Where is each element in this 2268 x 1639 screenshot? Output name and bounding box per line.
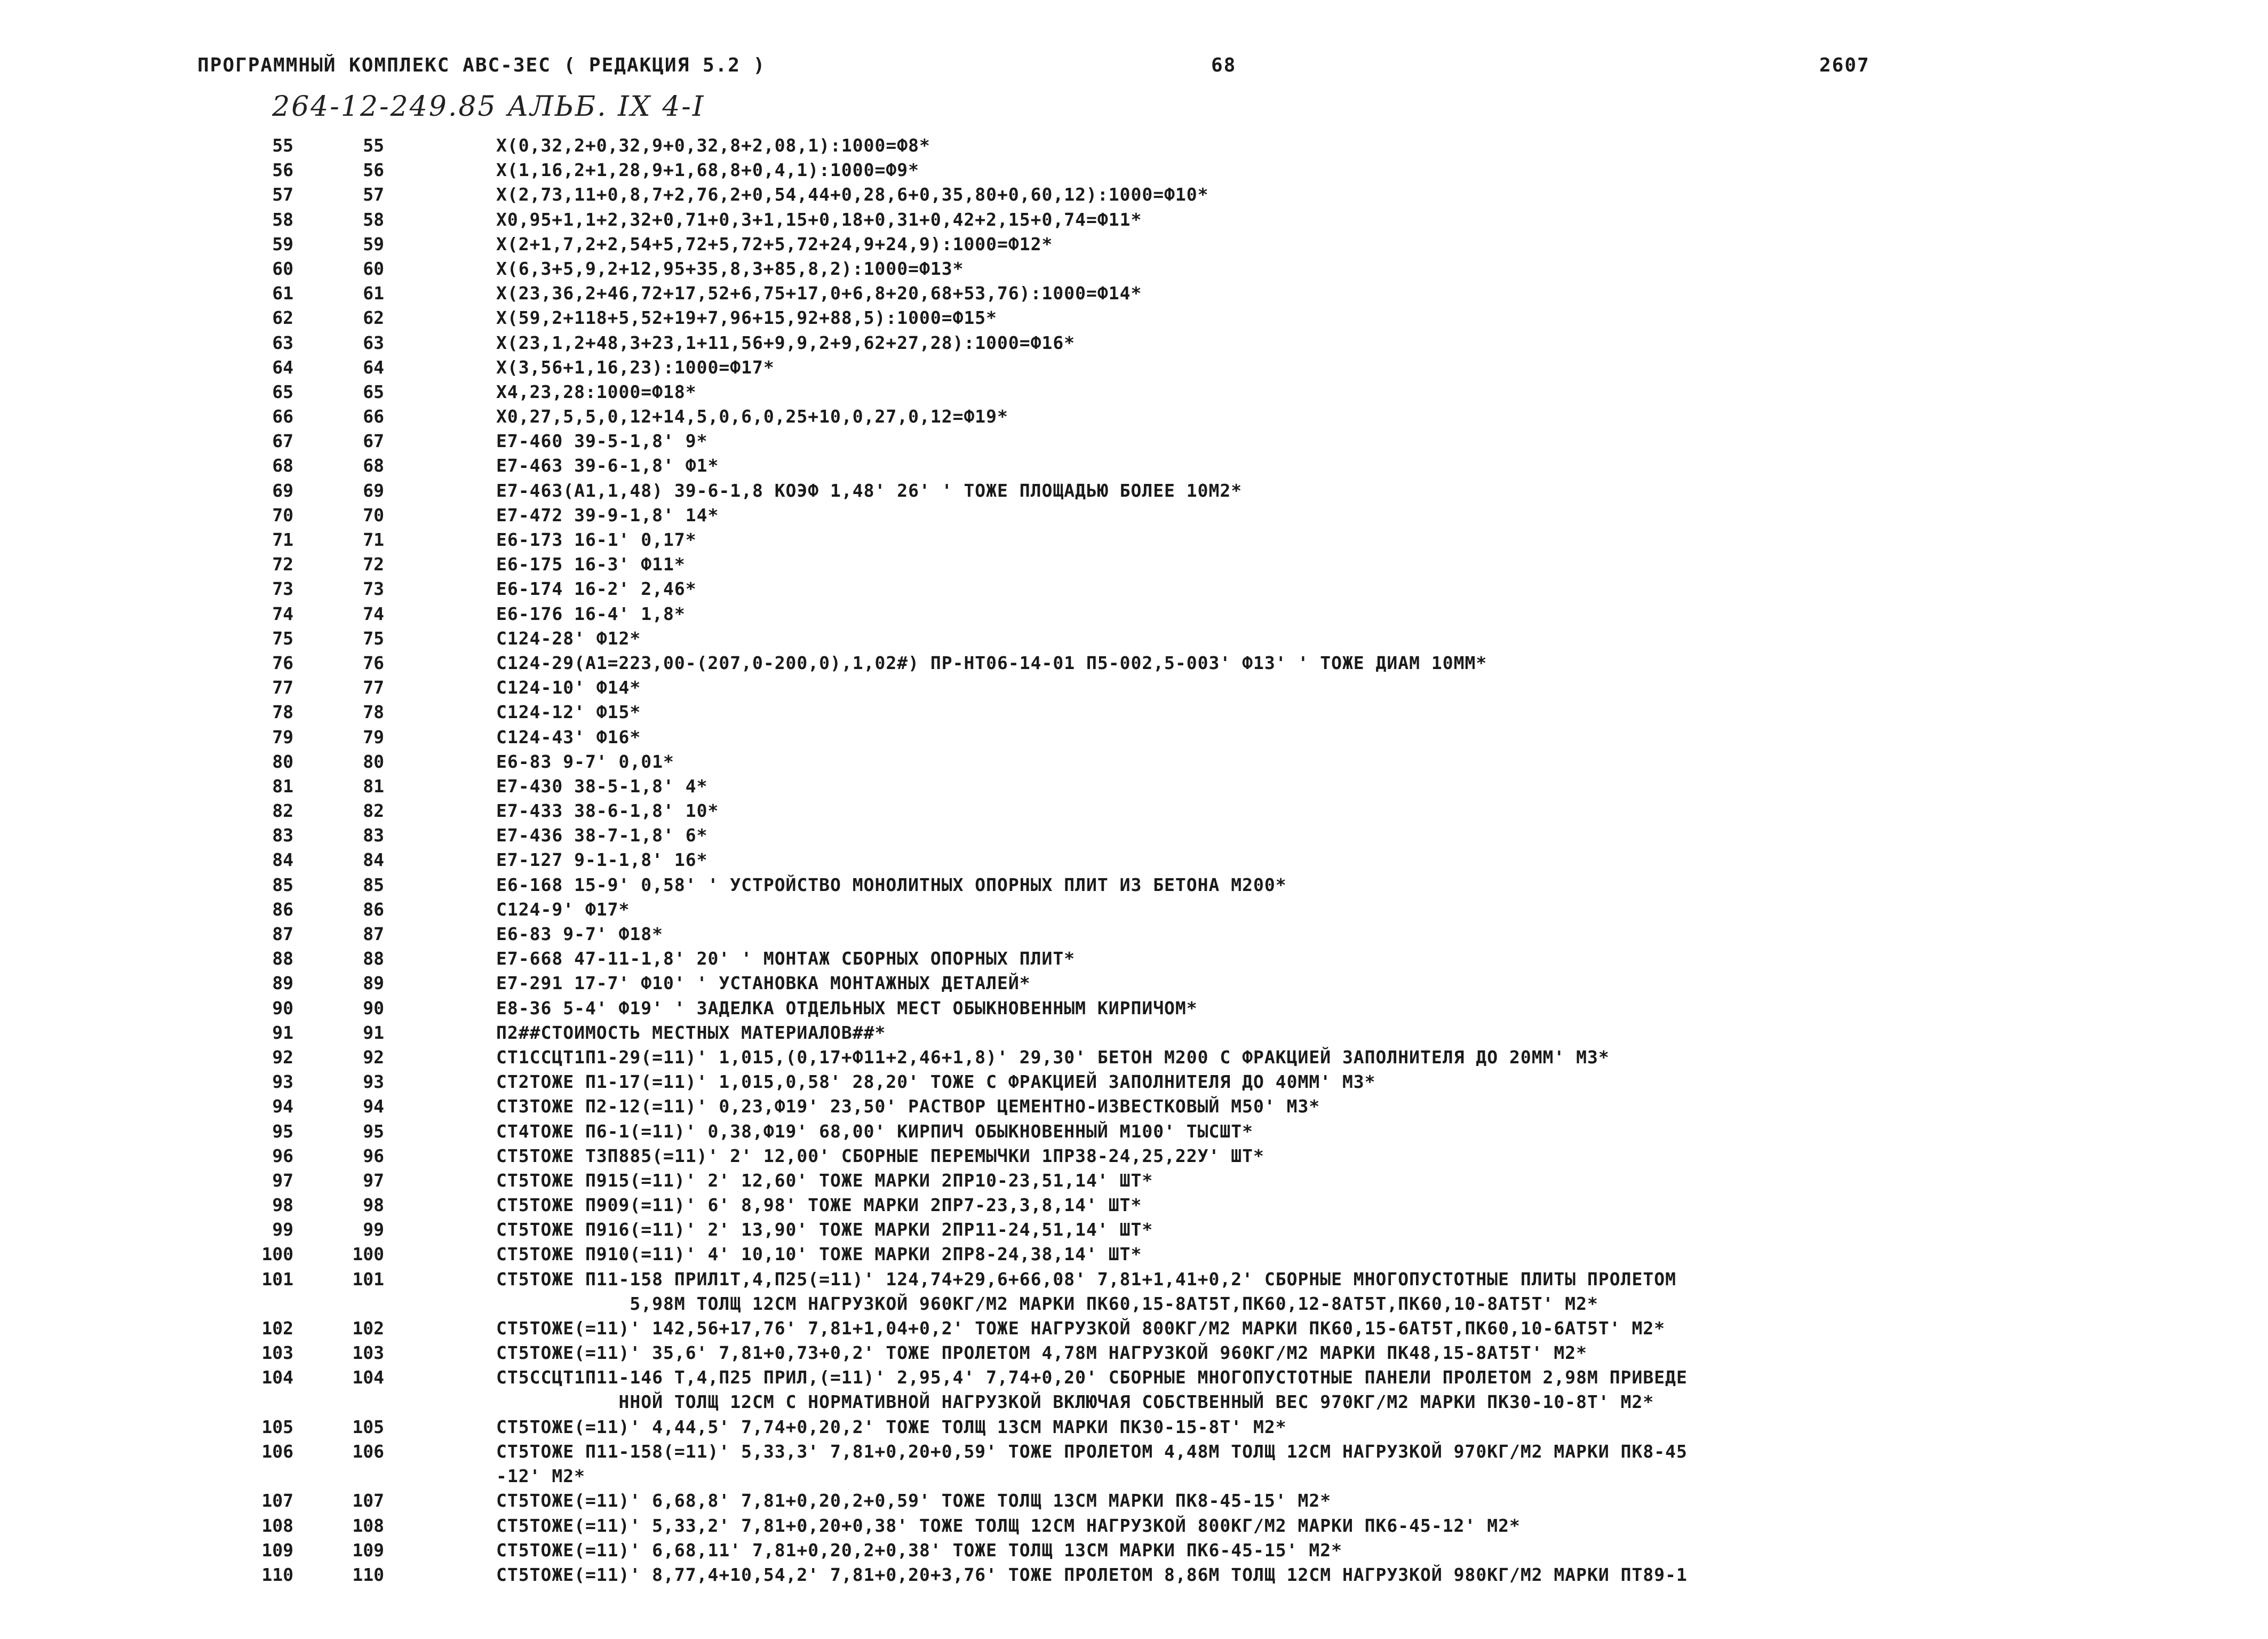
line-number: 63 <box>272 332 293 353</box>
statement-number: 76 <box>363 652 384 673</box>
program-title: ПРОГРАММНЫЙ КОМПЛЕКС АВС-ЗЕС ( РЕДАКЦИЯ 5.2 ) <box>197 54 766 76</box>
listing-row <box>0 1168 2268 1193</box>
statement-number: 83 <box>363 825 384 846</box>
statement-text <box>496 1070 1376 1094</box>
statement-text <box>496 503 719 528</box>
statement-line: E6-174 16-2' 2,46* <box>496 578 697 600</box>
listing-row <box>0 1021 2268 1045</box>
statement-line: X(6,3+5,9,2+12,95+35,8,3+85,8,2):1000=Ф13* <box>496 258 964 279</box>
statement-text <box>496 1563 1688 1587</box>
statement-text <box>496 675 641 700</box>
statement-number: 108 <box>352 1515 384 1536</box>
listing-row <box>0 503 2268 528</box>
statement-number: 100 <box>352 1244 384 1265</box>
listing-row <box>0 750 2268 774</box>
line-number: 56 <box>272 160 293 181</box>
statement-number: 58 <box>363 209 384 230</box>
statement-text <box>496 479 1242 503</box>
statement-line: C124-43' Ф16* <box>496 726 641 747</box>
statement-text <box>496 1168 1153 1193</box>
statement-number: 97 <box>363 1169 384 1191</box>
statement-line: CT5ТОЖЕ П11-158(=11)' 5,33,3' 7,81+0,20+0,59' ТОЖЕ ПРОЛЕТОМ 4,48М ТОЛЩ 12СМ НАГРУЗКОЙ 970КГ/М2 МАРКИ ПК8-45 <box>496 1441 1688 1462</box>
statement-number: 96 <box>363 1145 384 1166</box>
statement-line: E6-173 16-1' 0,17* <box>496 529 697 550</box>
statement-text <box>496 1439 1688 1489</box>
listing-row <box>0 1267 2268 1316</box>
listing-row <box>0 873 2268 897</box>
statement-number: 87 <box>363 924 384 944</box>
listing-row <box>0 996 2268 1021</box>
line-number: 89 <box>272 973 293 994</box>
statement-text <box>496 799 719 823</box>
line-number: 99 <box>272 1219 293 1240</box>
statement-text <box>496 182 1209 207</box>
document-number: 2607 <box>1819 54 1870 76</box>
listing-row <box>0 232 2268 257</box>
statement-text <box>496 1365 1688 1414</box>
handwritten-annotation: 264-12-249.85 АЛЬБ. IX 4-I <box>272 91 705 123</box>
statement-number: 88 <box>363 948 384 969</box>
listing-row <box>0 897 2268 922</box>
statement-line: X0,95+1,1+2,32+0,71+0,3+1,15+0,18+0,31+0,42+2,15+0,74=Ф11* <box>496 209 1142 230</box>
statement-text <box>496 1094 1320 1119</box>
statement-text <box>496 133 930 158</box>
line-number: 72 <box>272 554 293 575</box>
statement-text <box>496 1316 1665 1341</box>
statement-text <box>496 848 708 872</box>
statement-text <box>496 577 697 601</box>
listing-row <box>0 404 2268 429</box>
statement-line: CT4ТОЖЕ П6-1(=11)' 0,38,Ф19' 68,00' КИРПИЧ ОБЫКНОВЕННЫЙ М100' ТЫСШТ* <box>496 1120 1254 1142</box>
statement-line: X(3,56+1,16,23):1000=Ф17* <box>496 356 775 378</box>
statement-text <box>496 404 1008 429</box>
line-number: 87 <box>272 924 293 944</box>
statement-text <box>496 750 674 774</box>
line-number: 65 <box>272 381 293 402</box>
statement-number: 86 <box>363 898 384 920</box>
line-number: 76 <box>272 652 293 673</box>
line-number: 58 <box>272 209 293 230</box>
line-number: 109 <box>261 1539 293 1561</box>
listing-row <box>0 1563 2268 1587</box>
statement-number: 79 <box>363 726 384 747</box>
statement-line: CT5ТОЖЕ(=11)' 6,68,11' 7,81+0,20,2+0,38' ТОЖЕ ТОЛЩ 13СМ МАРКИ ПК6-45-15' М2* <box>496 1539 1342 1561</box>
statement-text <box>496 331 1075 355</box>
statement-line: CT5ТОЖЕ П916(=11)' 2' 13,90' ТОЖЕ МАРКИ 2ПР11-24,51,14' ШТ* <box>496 1219 1153 1240</box>
listing-row <box>0 1144 2268 1168</box>
line-number: 67 <box>272 431 293 452</box>
statement-line: CT5ТОЖЕ П909(=11)' 6' 8,98' ТОЖЕ МАРКИ 2ПР7-23,3,8,14' ШТ* <box>496 1195 1142 1216</box>
listing-row <box>0 208 2268 232</box>
listing-row <box>0 1193 2268 1218</box>
statement-text <box>496 1144 1264 1168</box>
statement-text <box>496 626 641 651</box>
listing-row <box>0 946 2268 971</box>
line-number: 91 <box>272 1022 293 1043</box>
statement-number: 61 <box>363 283 384 304</box>
statement-number: 64 <box>363 356 384 378</box>
statement-number: 81 <box>363 775 384 797</box>
statement-line: X(1,16,2+1,28,9+1,68,8+0,4,1):1000=Ф9* <box>496 160 919 181</box>
statement-text <box>496 602 686 626</box>
listing-row <box>0 528 2268 552</box>
statement-text <box>496 1193 1142 1218</box>
statement-number: 89 <box>363 973 384 994</box>
statement-text <box>496 306 997 330</box>
statement-line: CT5ТОЖЕ Т3П885(=11)' 2' 12,00' СБОРНЫЕ ПЕРЕМЫЧКИ 1ПР38-24,25,22У' ШТ* <box>496 1145 1264 1166</box>
statement-text <box>496 946 1075 971</box>
statement-line: C124-9' Ф17* <box>496 898 630 920</box>
statement-text <box>496 1267 1676 1316</box>
statement-text <box>496 355 775 380</box>
statement-number: 102 <box>352 1318 384 1339</box>
statement-number: 63 <box>363 332 384 353</box>
statement-number: 57 <box>363 184 384 205</box>
statement-number: 101 <box>352 1268 384 1290</box>
listing-row <box>0 331 2268 355</box>
listing-row <box>0 1415 2268 1439</box>
statement-continuation: ННОЙ ТОЛЩ 12СМ С НОРМАТИВНОЙ НАГРУЗКОЙ ВКЛЮЧАЯ СОБСТВЕННЫЙ ВЕС 970КГ/М2 МАРКИ ПК30-10-8Т' М2* <box>496 1391 1654 1413</box>
statement-text <box>496 1489 1331 1513</box>
line-number: 73 <box>272 578 293 600</box>
statement-line: X(59,2+118+5,52+19+7,96+15,92+88,5):1000=Ф15* <box>496 307 998 329</box>
line-number: 95 <box>272 1120 293 1142</box>
statement-number: 90 <box>363 997 384 1019</box>
statement-line: C124-12' Ф15* <box>496 702 641 723</box>
statement-line: E6-83 9-7' Ф18* <box>496 924 664 944</box>
statement-number: 60 <box>363 258 384 279</box>
listing-row <box>0 1119 2268 1144</box>
statement-number: 77 <box>363 677 384 698</box>
statement-line: E7-436 38-7-1,8' 6* <box>496 825 708 846</box>
line-number: 86 <box>272 898 293 920</box>
line-number: 60 <box>272 258 293 279</box>
statement-number: 59 <box>363 233 384 254</box>
line-number: 103 <box>261 1342 293 1364</box>
statement-text <box>496 1538 1342 1563</box>
statement-text <box>496 1119 1253 1144</box>
statement-line: CT5ТОЖЕ(=11)' 8,77,4+10,54,2' 7,81+0,20+3,76' ТОЖЕ ПРОЛЕТОМ 8,86М ТОЛЩ 12СМ НАГРУЗКОЙ 980КГ/М2 МАРКИ ПТ89-1 <box>496 1564 1688 1585</box>
line-number: 105 <box>261 1416 293 1437</box>
listing-row <box>0 725 2268 750</box>
line-number: 61 <box>272 283 293 304</box>
statement-number: 82 <box>363 800 384 822</box>
line-number: 80 <box>272 751 293 772</box>
page-number: 68 <box>1211 54 1237 76</box>
statement-text <box>496 725 641 750</box>
line-number: 74 <box>272 603 293 624</box>
line-number: 107 <box>261 1490 293 1511</box>
listing-row <box>0 971 2268 996</box>
statement-line: E7-668 47-11-1,8' 20' ' МОНТАЖ СБОРНЫХ ОПОРНЫХ ПЛИТ* <box>496 948 1076 969</box>
statement-text <box>496 429 708 453</box>
statement-text <box>496 700 641 725</box>
statement-number: 68 <box>363 455 384 476</box>
listing-row <box>0 1242 2268 1267</box>
statement-line: E7-472 39-9-1,8' 14* <box>496 504 719 526</box>
listing-row <box>0 429 2268 453</box>
line-number: 93 <box>272 1071 293 1093</box>
statement-text <box>496 922 663 946</box>
listing-row <box>0 848 2268 872</box>
statement-line: E6-176 16-4' 1,8* <box>496 603 686 624</box>
line-number: 90 <box>272 997 293 1019</box>
statement-line: CT5ТОЖЕ П915(=11)' 2' 12,60' ТОЖЕ МАРКИ 2ПР10-23,51,14' ШТ* <box>496 1169 1153 1191</box>
code-listing <box>0 133 2268 1587</box>
listing-row <box>0 1316 2268 1341</box>
listing-row <box>0 479 2268 503</box>
listing-row <box>0 355 2268 380</box>
statement-number: 98 <box>363 1195 384 1216</box>
statement-line: E7-433 38-6-1,8' 10* <box>496 800 719 822</box>
listing-row <box>0 1514 2268 1538</box>
listing-row <box>0 133 2268 158</box>
line-number: 106 <box>261 1441 293 1462</box>
statement-text <box>496 380 697 404</box>
line-number: 88 <box>272 948 293 969</box>
statement-text <box>496 873 1287 897</box>
statement-number: 104 <box>352 1367 384 1388</box>
statement-text <box>496 158 919 182</box>
line-number: 62 <box>272 307 293 329</box>
line-number: 96 <box>272 1145 293 1166</box>
line-number: 59 <box>272 233 293 254</box>
statement-number: 66 <box>363 406 384 427</box>
statement-text <box>496 453 719 478</box>
statement-text <box>496 1242 1142 1267</box>
listing-row <box>0 799 2268 823</box>
statement-number: 93 <box>363 1071 384 1093</box>
statement-number: 75 <box>363 627 384 649</box>
statement-text <box>496 1514 1521 1538</box>
listing-row <box>0 626 2268 651</box>
statement-text <box>496 1341 1587 1365</box>
statement-line: E6-175 16-3' Ф11* <box>496 554 686 575</box>
statement-line: E7-460 39-5-1,8' 9* <box>496 431 708 452</box>
statement-number: 85 <box>363 874 384 895</box>
line-number: 70 <box>272 504 293 526</box>
statement-line: CT5ТОЖЕ(=11)' 35,6' 7,81+0,73+0,2' ТОЖЕ ПРОЛЕТОМ 4,78М НАГРУЗКОЙ 960КГ/М2 МАРКИ ПК48,15-8АТ5Т' М2* <box>496 1342 1588 1364</box>
statement-number: 55 <box>363 135 384 156</box>
line-number: 55 <box>272 135 293 156</box>
statement-text <box>496 823 708 848</box>
line-number: 100 <box>261 1244 293 1265</box>
statement-line: CT2ТОЖЕ П1-17(=11)' 1,015,0,58' 28,20' ТОЖЕ С ФРАКЦИЕЙ ЗАПОЛНИТЕЛЯ ДО 40ММ' М3* <box>496 1071 1376 1093</box>
listing-row <box>0 281 2268 306</box>
listing-row <box>0 306 2268 330</box>
statement-line: E7-291 17-7' Ф10' ' УСТАНОВКА МОНТАЖНЫХ ДЕТАЛЕЙ* <box>496 973 1031 994</box>
line-number: 78 <box>272 702 293 723</box>
listing-row <box>0 675 2268 700</box>
statement-number: 106 <box>352 1441 384 1462</box>
statement-number: 94 <box>363 1096 384 1117</box>
statement-text <box>496 1415 1287 1439</box>
line-number: 77 <box>272 677 293 698</box>
line-number: 68 <box>272 455 293 476</box>
statement-line: C124-10' Ф14* <box>496 677 641 698</box>
statement-line: X4,23,28:1000=Ф18* <box>496 381 697 402</box>
line-number: 92 <box>272 1046 293 1068</box>
listing-row <box>0 922 2268 946</box>
statement-line: C124-28' Ф12* <box>496 627 641 649</box>
line-number: 64 <box>272 356 293 378</box>
statement-continuation: 5,98М ТОЛЩ 12СМ НАГРУЗКОЙ 960КГ/М2 МАРКИ ПК60,15-8АТ5Т,ПК60,12-8АТ5Т,ПК60,10-8АТ5Т' М2* <box>496 1293 1598 1314</box>
listing-row <box>0 257 2268 281</box>
line-number: 82 <box>272 800 293 822</box>
statement-number: 65 <box>363 381 384 402</box>
statement-text <box>496 996 1198 1021</box>
listing-row <box>0 1045 2268 1070</box>
listing-row <box>0 602 2268 626</box>
statement-line: CT5ТОЖЕ(=11)' 4,44,5' 7,74+0,20,2' ТОЖЕ ТОЛЩ 13СМ МАРКИ ПК30-15-8Т' М2* <box>496 1416 1287 1437</box>
statement-line: E7-463(A1,1,48) 39-6-1,8 КОЭФ 1,48' 26' ' ТОЖЕ ПЛОЩАДЬЮ БОЛЕЕ 10М2* <box>496 480 1243 501</box>
statement-number: 84 <box>363 849 384 871</box>
listing-row <box>0 552 2268 577</box>
statement-line: X(2+1,7,2+2,54+5,72+5,72+5,72+24,9+24,9):1000=Ф12* <box>496 233 1053 254</box>
statement-number: 72 <box>363 554 384 575</box>
statement-number: 110 <box>352 1564 384 1585</box>
line-number: 81 <box>272 775 293 797</box>
line-number: 71 <box>272 529 293 550</box>
statement-line: E7-127 9-1-1,8' 16* <box>496 849 708 871</box>
listing-row <box>0 1538 2268 1563</box>
statement-text <box>496 1045 1610 1070</box>
statement-number: 91 <box>363 1022 384 1043</box>
listing-row <box>0 577 2268 601</box>
statement-line: X0,27,5,5,0,12+14,5,0,6,0,25+10,0,27,0,12=Ф19* <box>496 406 1008 427</box>
listing-row <box>0 700 2268 725</box>
statement-number: 73 <box>363 578 384 600</box>
statement-line: CT5ТОЖЕ П910(=11)' 4' 10,10' ТОЖЕ МАРКИ 2ПР8-24,38,14' ШТ* <box>496 1244 1142 1265</box>
statement-number: 70 <box>363 504 384 526</box>
line-number: 104 <box>261 1367 293 1388</box>
statement-number: 109 <box>352 1539 384 1561</box>
listing-row <box>0 823 2268 848</box>
statement-number: 80 <box>363 751 384 772</box>
listing-row <box>0 380 2268 404</box>
line-number: 110 <box>261 1564 293 1585</box>
line-number: 66 <box>272 406 293 427</box>
statement-line: CT5ТОЖЕ П11-158 ПРИЛ1Т,4,П25(=11)' 124,74+29,6+66,08' 7,81+1,41+0,2' СБОРНЫЕ МНОГОПУСТОТНЫЕ ПЛИТЫ ПРОЛЕТОМ <box>496 1268 1676 1290</box>
line-number: 98 <box>272 1195 293 1216</box>
line-number: 84 <box>272 849 293 871</box>
line-number: 108 <box>261 1515 293 1536</box>
statement-line: X(0,32,2+0,32,9+0,32,8+2,08,1):1000=Ф8* <box>496 135 930 156</box>
statement-text <box>496 651 1487 675</box>
statement-text <box>496 1218 1153 1242</box>
statement-text <box>496 971 1031 996</box>
statement-line: CT5ТОЖЕ(=11)' 142,56+17,76' 7,81+1,04+0,2' ТОЖЕ НАГРУЗКОЙ 800КГ/М2 МАРКИ ПК60,15-6АТ5Т,ПК60,10-6АТ5Т' М2* <box>496 1318 1666 1339</box>
statement-line: X(2,73,11+0,8,7+2,76,2+0,54,44+0,28,6+0,35,80+0,60,12):1000=Ф10* <box>496 184 1209 205</box>
line-number: 69 <box>272 480 293 501</box>
statement-number: 95 <box>363 1120 384 1142</box>
listing-row <box>0 1070 2268 1094</box>
listing-row <box>0 1218 2268 1242</box>
statement-number: 105 <box>352 1416 384 1437</box>
statement-number: 78 <box>363 702 384 723</box>
statement-number: 107 <box>352 1490 384 1511</box>
listing-row <box>0 1341 2268 1365</box>
line-number: 79 <box>272 726 293 747</box>
line-number: 94 <box>272 1096 293 1117</box>
statement-number: 71 <box>363 529 384 550</box>
statement-number: 92 <box>363 1046 384 1068</box>
statement-line: CT3ТОЖЕ П2-12(=11)' 0,23,Ф19' 23,50' РАСТВОР ЦЕМЕНТНО-ИЗВЕСТКОВЫЙ М50' М3* <box>496 1096 1320 1117</box>
statement-text <box>496 1021 886 1045</box>
line-number: 85 <box>272 874 293 895</box>
statement-line: C124-29(A1=223,00-(207,0-200,0),1,02#) ПР-НТ06-14-01 П5-002,5-003' Ф13' ' ТОЖЕ ДИАМ 10ММ* <box>496 652 1487 673</box>
statement-line: E8-36 5-4' Ф19' ' ЗАДЕЛКА ОТДЕЛЬНЫХ МЕСТ ОБЫКНОВЕННЫМ КИРПИЧОМ* <box>496 997 1198 1019</box>
listing-row <box>0 1439 2268 1489</box>
statement-line: CT5CCЦT1П11-146 Т,4,П25 ПРИЛ,(=11)' 2,95,4' 7,74+0,20' СБОРНЫЕ МНОГОПУСТОТНЫЕ ПАНЕЛИ ПРОЛЕТОМ 2,98М ПРИВЕДЕ <box>496 1367 1688 1388</box>
listing-row <box>0 182 2268 207</box>
statement-line: П2##СТОИМОСТЬ МЕСТНЫХ МАТЕРИАЛОВ##* <box>496 1022 886 1043</box>
statement-number: 62 <box>363 307 384 329</box>
statement-text <box>496 232 1053 257</box>
statement-continuation: -12' М2* <box>496 1465 585 1486</box>
statement-line: E7-463 39-6-1,8' Ф1* <box>496 455 719 476</box>
statement-text <box>496 897 630 922</box>
listing-row <box>0 453 2268 478</box>
listing-row <box>0 774 2268 799</box>
statement-line: X(23,1,2+48,3+23,1+11,56+9,9,2+9,62+27,28):1000=Ф16* <box>496 332 1076 353</box>
statement-text <box>496 281 1142 306</box>
statement-number: 56 <box>363 160 384 181</box>
statement-number: 99 <box>363 1219 384 1240</box>
statement-text <box>496 552 686 577</box>
listing-row <box>0 1094 2268 1119</box>
line-number: 57 <box>272 184 293 205</box>
line-number: 97 <box>272 1169 293 1191</box>
statement-line: CT1CCЦT1П1-29(=11)' 1,015,(0,17+Ф11+2,46+1,8)' 29,30' БЕТОН М200 С ФРАКЦИЕЙ ЗАПОЛНИТЕЛЯ ДО 20ММ' М3* <box>496 1046 1610 1068</box>
statement-line: CT5ТОЖЕ(=11)' 6,68,8' 7,81+0,20,2+0,59' ТОЖЕ ТОЛЩ 13СМ МАРКИ ПК8-45-15' М2* <box>496 1490 1332 1511</box>
line-number: 83 <box>272 825 293 846</box>
statement-text <box>496 208 1142 232</box>
statement-text <box>496 528 697 552</box>
line-number: 102 <box>261 1318 293 1339</box>
listing-row <box>0 1489 2268 1513</box>
line-number: 75 <box>272 627 293 649</box>
statement-text <box>496 257 964 281</box>
statement-number: 69 <box>363 480 384 501</box>
listing-row <box>0 158 2268 182</box>
listing-row <box>0 651 2268 675</box>
line-number: 101 <box>261 1268 293 1290</box>
statement-number: 74 <box>363 603 384 624</box>
statement-text <box>496 774 708 799</box>
statement-line: E6-83 9-7' 0,01* <box>496 751 674 772</box>
statement-line: E7-430 38-5-1,8' 4* <box>496 775 708 797</box>
statement-number: 103 <box>352 1342 384 1364</box>
statement-line: CT5ТОЖЕ(=11)' 5,33,2' 7,81+0,20+0,38' ТОЖЕ ТОЛЩ 12СМ НАГРУЗКОЙ 800КГ/М2 МАРКИ ПК6-45-12' М2* <box>496 1515 1521 1536</box>
statement-number: 67 <box>363 431 384 452</box>
page-header <box>0 54 2268 86</box>
statement-line: E6-168 15-9' 0,58' ' УСТРОЙСТВО МОНОЛИТНЫХ ОПОРНЫХ ПЛИТ ИЗ БЕТОНА М200* <box>496 874 1287 895</box>
statement-line: X(23,36,2+46,72+17,52+6,75+17,0+6,8+20,68+53,76):1000=Ф14* <box>496 283 1142 304</box>
listing-row <box>0 1365 2268 1414</box>
